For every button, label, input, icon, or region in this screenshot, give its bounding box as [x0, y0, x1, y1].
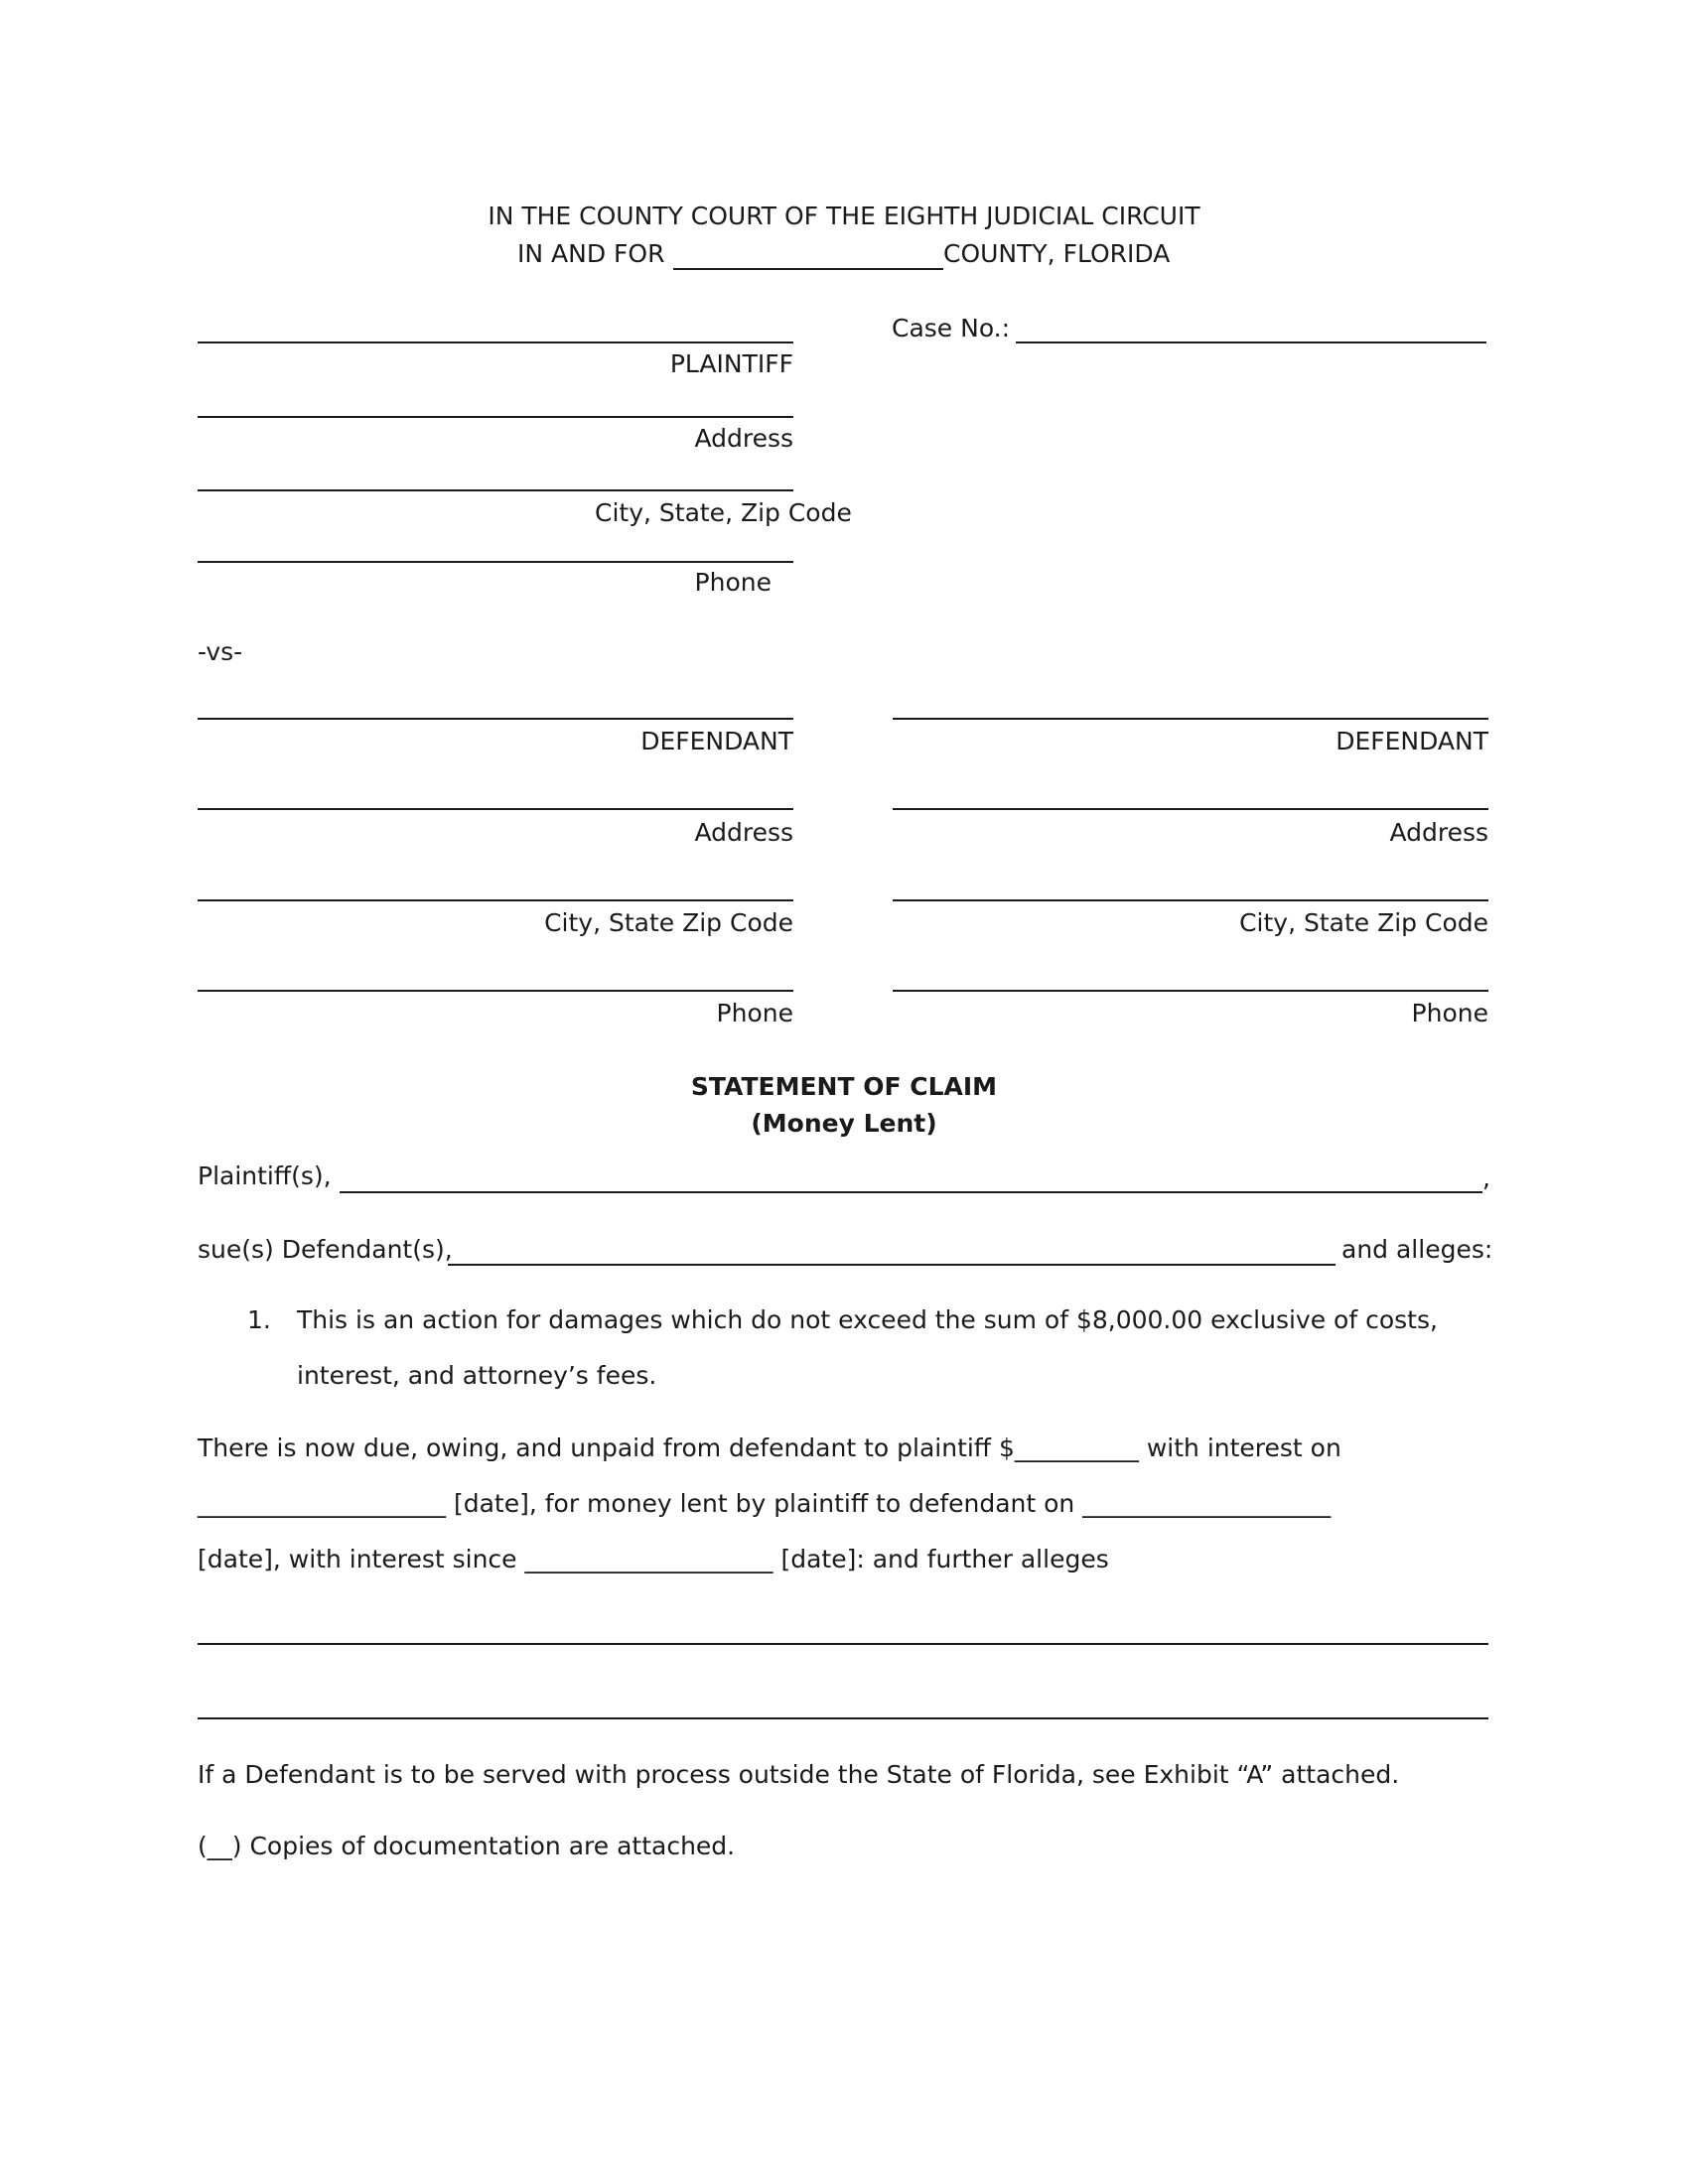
document-subtitle: (Money Lent) — [751, 1109, 937, 1138]
case-number-blank[interactable] — [1016, 341, 1486, 343]
plaintiff-label: PLAINTIFF — [669, 349, 793, 378]
item1-number: 1. — [247, 1305, 271, 1334]
plaintiffs-comma: , — [1482, 1163, 1490, 1192]
and-alleges-label: and alleges: — [1341, 1235, 1493, 1264]
defendant1-name-blank[interactable] — [198, 718, 793, 720]
defendant1-phone-label: Phone — [716, 999, 793, 1027]
defendant2-name-blank[interactable] — [893, 718, 1488, 720]
plaintiff-city-label: City, State, Zip Code — [595, 498, 852, 527]
defendant2-phone-blank[interactable] — [893, 990, 1488, 992]
further-allegations-blank-2[interactable] — [198, 1717, 1488, 1719]
copies-attached-note: (__) Copies of documentation are attached. — [198, 1832, 736, 1860]
defendant1-city-blank[interactable] — [198, 899, 793, 901]
defendant2-city-blank[interactable] — [893, 899, 1488, 901]
defendant1-city-label: City, State Zip Code — [544, 908, 793, 937]
sues-defendants-label: sue(s) Defendant(s), — [198, 1235, 453, 1264]
further-allegations-blank-1[interactable] — [198, 1643, 1488, 1645]
defendant1-phone-blank[interactable] — [198, 990, 793, 992]
due-line3: [date], with interest since ____________________ [date]: and further alleges — [198, 1545, 1109, 1573]
in-and-for-label: IN AND FOR — [517, 239, 665, 268]
document-title: STATEMENT OF CLAIM — [690, 1072, 998, 1101]
case-number-label: Case No.: — [892, 314, 1011, 342]
due-line1: There is now due, owing, and unpaid from defendant to plaintiff $__________ with interest on — [198, 1433, 1341, 1462]
plaintiff-phone-blank[interactable] — [198, 561, 793, 563]
due-line2: ____________________ [date], for money lent by plaintiff to defendant on ____________________ — [198, 1489, 1332, 1518]
plaintiff-phone-label: Phone — [694, 568, 772, 597]
exhibit-note: If a Defendant is to be served with process outside the State of Florida, see Exhibit “A” attached. — [198, 1760, 1400, 1789]
plaintiff-city-blank[interactable] — [198, 489, 793, 491]
defendant2-phone-label: Phone — [1411, 999, 1488, 1027]
defendant2-city-label: City, State Zip Code — [1239, 908, 1488, 937]
plaintiff-address-label: Address — [694, 424, 793, 453]
item1-line2: interest, and attorney’s fees. — [297, 1361, 657, 1390]
court-heading: IN THE COUNTY COURT OF THE EIGHTH JUDICIAL CIRCUIT — [488, 202, 1200, 230]
defendant1-label: DEFENDANT — [640, 727, 793, 755]
plaintiffs-names-blank[interactable] — [340, 1191, 1482, 1193]
defendant1-address-label: Address — [694, 818, 793, 847]
defendant2-address-label: Address — [1389, 818, 1488, 847]
item1-line1: This is an action for damages which do not exceed the sum of $8,000.00 exclusive of costs, — [297, 1305, 1438, 1334]
defendant1-address-blank[interactable] — [198, 808, 793, 810]
defendants-names-blank[interactable] — [448, 1264, 1336, 1266]
defendant2-label: DEFENDANT — [1336, 727, 1488, 755]
versus-label: -vs- — [198, 637, 243, 666]
plaintiff-address-blank[interactable] — [198, 416, 793, 418]
county-name-blank[interactable] — [673, 268, 943, 270]
plaintiffs-label: Plaintiff(s), — [198, 1161, 332, 1190]
defendant2-address-blank[interactable] — [893, 808, 1488, 810]
plaintiff-name-blank[interactable] — [198, 341, 793, 343]
county-florida-label: COUNTY, FLORIDA — [943, 239, 1171, 268]
